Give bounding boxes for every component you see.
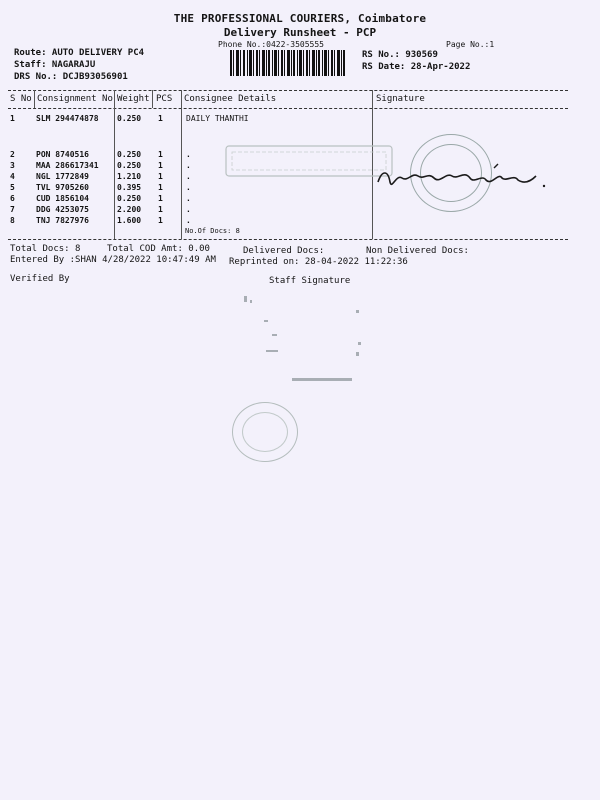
table-header-rule [8,108,568,109]
cell-weight: 0.250 [117,161,142,170]
cell-pcs: 1 [158,216,163,225]
col-divider [152,90,153,108]
signature-icon [374,160,554,196]
cell-sno: 7 [10,205,15,214]
cell-consignment: CUD 1856104 [36,194,89,203]
table-top-rule [8,90,568,91]
cell-pcs: 1 [158,205,163,214]
cell-consignee: . [186,205,191,214]
staff-signature: Staff Signature [269,276,351,286]
cell-weight: 0.395 [117,183,142,192]
phone-number: Phone No.:0422-3505555 [218,40,324,49]
rectangular-stamp-icon [224,144,394,178]
header-pcs: PCS [156,94,173,104]
header-consignee: Consignee Details [184,94,277,104]
cell-pcs: 1 [158,114,163,123]
cell-consignment: TNJ 7827976 [36,216,89,225]
staff: Staff: NAGARAJU [14,60,96,70]
cell-sno: 8 [10,216,15,225]
runsheet-title: Delivery Runsheet - PCP [223,26,377,39]
cell-weight: 0.250 [117,150,142,159]
cell-pcs: 1 [158,161,163,170]
cell-weight: 0.250 [117,194,142,203]
cell-sno: 4 [10,172,15,181]
cell-weight: 2.200 [117,205,142,214]
verified-by: Verified By [10,274,70,284]
cell-sno: 3 [10,161,15,170]
non-delivered-docs: Non Delivered Docs: [366,246,469,256]
cell-consignee: . [186,150,191,159]
cell-sno: 6 [10,194,15,203]
company-title: THE PROFESSIONAL COURIERS, Coimbatore [173,12,427,25]
table-row [10,114,15,123]
rs-date: RS Date: 28-Apr-2022 [362,62,471,72]
delivered-docs: Delivered Docs: [243,246,325,256]
cell-consignee: . [186,194,191,203]
cell-weight: 1.600 [117,216,142,225]
cell-pcs: 1 [158,172,163,181]
header-consignment: Consignment No [37,94,113,104]
cell-weight: 0.250 [117,114,142,123]
reprinted-on: Reprinted on: 28-04-2022 11:22:36 [229,257,408,267]
entered-by: Entered By :SHAN 4/28/2022 10:47:49 AM [10,255,216,265]
faded-stamp-marks-icon [236,290,376,390]
cell-sno: 5 [10,183,15,192]
cell-consignment: MAA 286617341 [36,161,99,170]
cell-consignee: DAILY THANTHI [186,114,249,123]
page-number: Page No.:1 [446,40,495,49]
header-weight: Weight [117,94,150,104]
cell-consignment: PON 8740516 [36,150,89,159]
header-sno: S No [10,94,32,104]
cell-consignee: . [186,172,191,181]
cell-consignment: SLM 294474878 [36,114,99,123]
header-signature: Signature [376,94,425,104]
cell-pcs: 1 [158,194,163,203]
route: Route: AUTO DELIVERY PC4 [14,48,145,58]
table-bottom-rule [8,239,568,240]
drs-number: DRS No.: DCJB93056901 [14,72,128,82]
cell-pcs: 1 [158,183,163,192]
cell-weight: 1.210 [117,172,142,181]
total-cod-amount: Total COD Amt: 0.00 [107,244,210,254]
barcode-icon [230,50,346,76]
total-docs: Total Docs: 8 [10,244,81,254]
cell-pcs: 1 [158,150,163,159]
col-divider [181,90,182,239]
cell-consignee: . [186,183,191,192]
rs-number: RS No.: 930569 [362,50,438,60]
cell-sno: 2 [10,150,15,159]
cell-sno: 1 [10,114,15,123]
cell-consignee: . [186,216,191,225]
faded-round-stamp-inner-icon [242,412,288,452]
cell-consignee: . [186,161,191,170]
cell-consignment: DDG 4253075 [36,205,89,214]
cell-consignment: NGL 1772849 [36,172,89,181]
col-divider [34,90,35,108]
cell-consignment: TVL 9705260 [36,183,89,192]
col-divider [114,90,115,239]
no-of-docs: No.Of Docs: 8 [185,227,240,235]
